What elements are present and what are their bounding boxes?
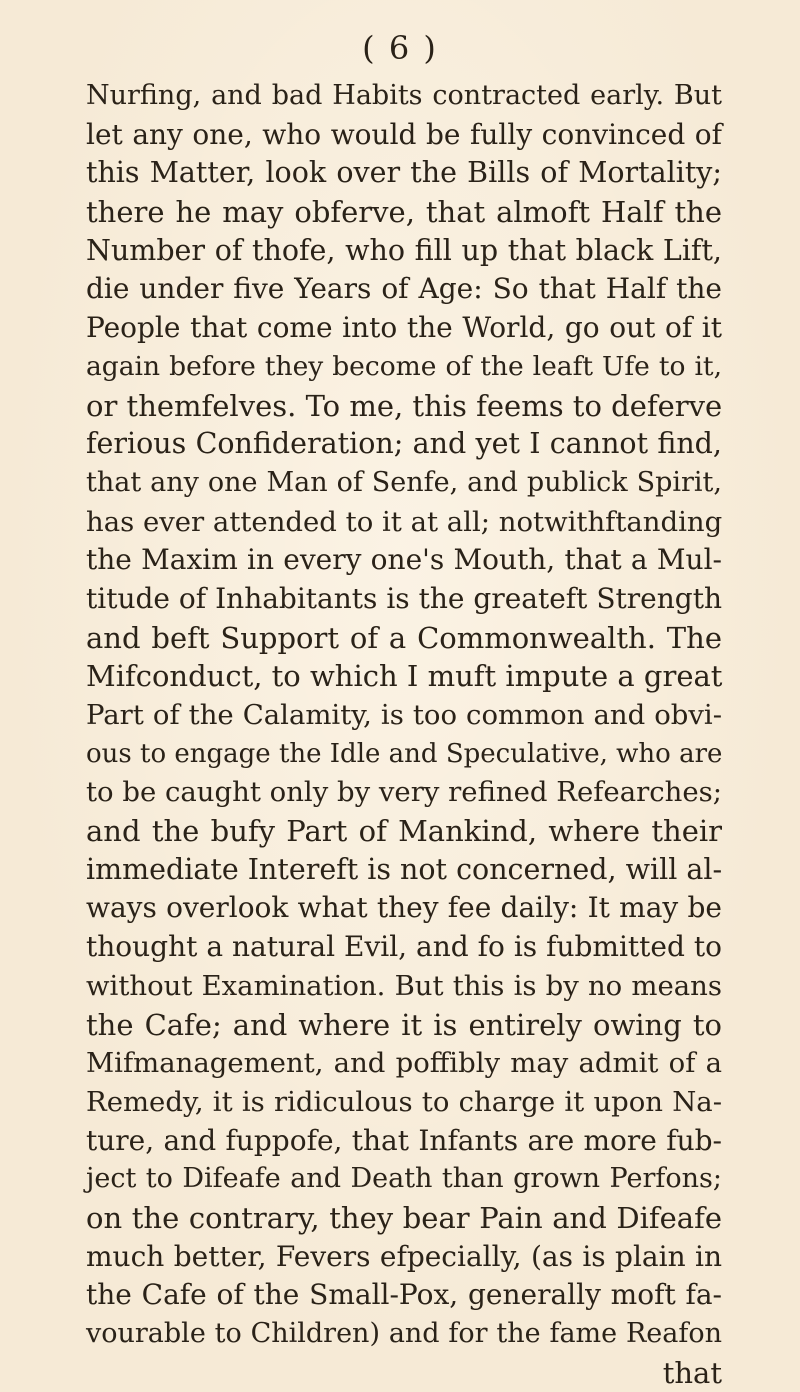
- text-line: Remedy, it is ridiculous to charge it upon Na-: [86, 1085, 722, 1118]
- text-line: Mifconduct, to which I muft impute a great: [86, 659, 723, 694]
- text-line: titude of Inhabitants is the greateft Strength: [86, 581, 722, 615]
- text-line: ferious Confideration; and yet I cannot find,: [86, 427, 722, 461]
- text-line: ous to engage the Idle and Speculative, who are: [86, 738, 723, 769]
- text-line: has ever attended to it at all; notwithftanding: [86, 505, 723, 538]
- page-number: ( 6 ): [362, 29, 438, 67]
- text-line: again before they become of the leaft Ufe to it,: [86, 350, 722, 382]
- text-line: ject to Difeafe and Death than grown Perfons;: [86, 1163, 722, 1195]
- text-line: thought a natural Evil, and fo is fubmitted to: [86, 930, 722, 964]
- text-line: Number of thofe, who fill up that black Lift,: [86, 233, 722, 267]
- text-line: or themfelves. To me, this feems to deferve: [86, 388, 723, 423]
- text-line: Nurfing, and bad Habits contracted early. But: [86, 80, 722, 111]
- text-line: People that come into the World, go out of it: [86, 311, 722, 345]
- text-line: ways overlook what they fee daily: It may be: [86, 891, 722, 925]
- text-line: Mifmanagement, and poffibly may admit of a: [86, 1047, 722, 1080]
- text-line: the Cafe; and where it is entirely owing to: [86, 1007, 722, 1042]
- text-line: immediate Intereft is not concerned, will al-: [86, 852, 723, 886]
- text-line: let any one, who would be fully convinced of: [86, 117, 722, 151]
- catchword: that: [662, 1355, 722, 1390]
- text-line: the Cafe of the Small-Pox, generally moft fa-: [86, 1278, 722, 1312]
- text-line: Part of the Calamity, is too common and obvi-: [86, 699, 722, 731]
- text-line: to be caught only by very refined Refearches;: [86, 776, 722, 809]
- text-line: there he may obferve, that almoft Half the: [86, 195, 722, 230]
- text-line: on the contrary, they bear Pain and Difeafe: [86, 1200, 722, 1235]
- text-line: this Matter, look over the Bills of Mortality;: [86, 156, 722, 190]
- text-line: vourable to Children) and for the fame Reafon: [86, 1318, 722, 1349]
- text-line: and the bufy Part of Mankind, where their: [86, 814, 722, 849]
- text-line: ture, and fuppofe, that Infants are more fub-: [86, 1123, 722, 1157]
- text-line: the Maxim in every one's Mouth, that a Mul-: [86, 543, 722, 577]
- text-line: that any one Man of Senfe, and publick Spirit,: [86, 466, 722, 498]
- text-line: and beft Support of a Commonwealth. The: [86, 620, 722, 655]
- body-text: [86, 77, 722, 1392]
- text-line: without Examination. But this is by no means: [86, 969, 722, 1002]
- text-line: die under five Years of Age: So that Half the: [86, 272, 722, 306]
- text-line: much better, Fevers efpecially, (as is plain in: [86, 1239, 722, 1273]
